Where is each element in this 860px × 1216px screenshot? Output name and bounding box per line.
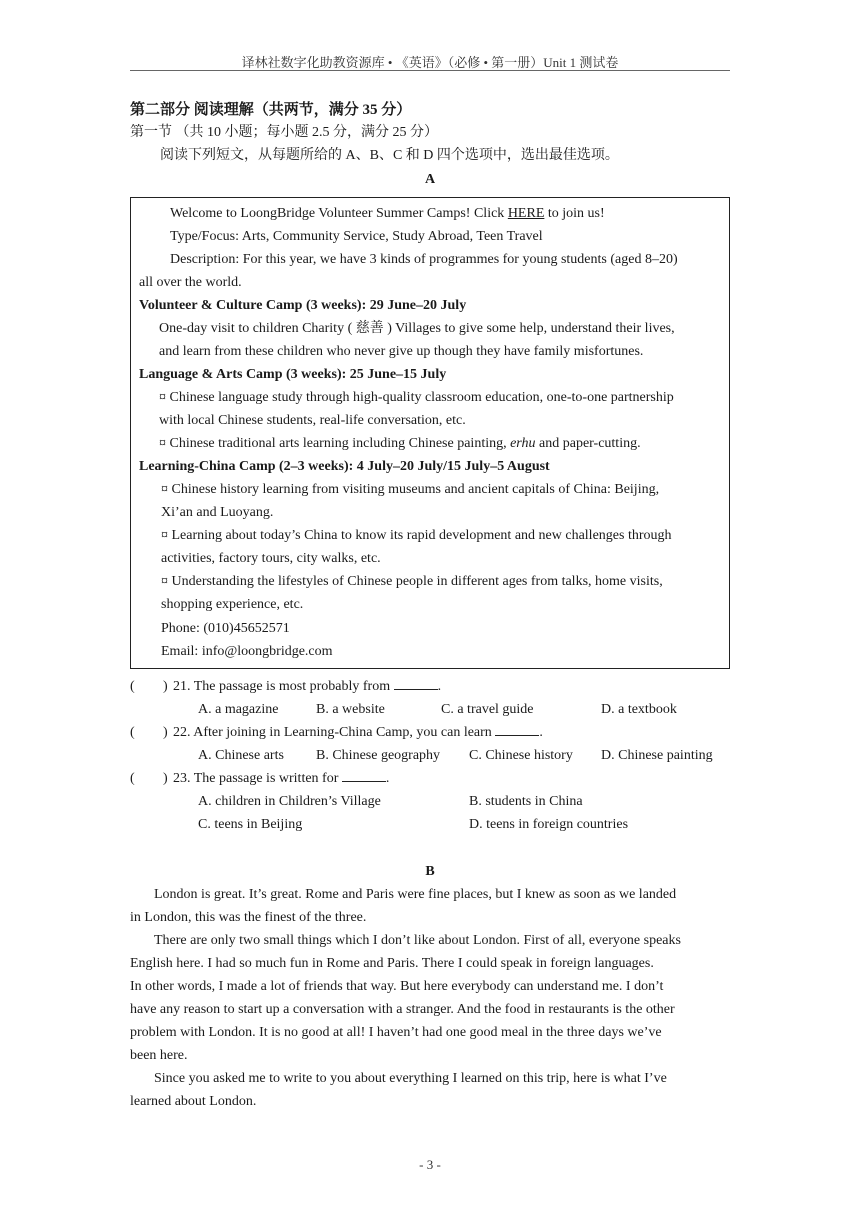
passage-b-line: have any reason to start up a conversation with a stranger. And the food in restaurants is the other bbox=[130, 1002, 675, 1017]
camp3-title: Learning-China Camp (2–3 weeks): 4 July–20 July/15 July–5 August bbox=[139, 459, 550, 474]
camp2-line-3 bbox=[159, 435, 641, 453]
passage-b-line: problem with London. It is no good at all! I haven’t had one good meal in the three days we’ve bbox=[130, 1025, 662, 1040]
passage-b-line: learned about London. bbox=[130, 1094, 257, 1109]
question-23-text: 23. The passage is written for bbox=[173, 771, 342, 786]
answer-paren-close: ) bbox=[163, 771, 168, 786]
option-23-d[interactable]: D. teens in foreign countries bbox=[469, 817, 629, 832]
camp1-title: Volunteer & Culture Camp (3 weeks): 29 June–20 July bbox=[139, 298, 467, 313]
option-21-b[interactable]: B. a website bbox=[316, 702, 385, 717]
question-22-end: . bbox=[539, 725, 543, 740]
camp3-line-1: ¤ Chinese history learning from visiting museums and ancient capitals of China: Beijing, bbox=[161, 482, 660, 497]
question-23-end: . bbox=[385, 771, 390, 786]
question-21-end: . bbox=[437, 679, 442, 694]
camp2-line-3-end: and paper-cutting. bbox=[535, 436, 641, 451]
description-line-2: all over the world. bbox=[139, 275, 242, 290]
option-22-a[interactable]: A. Chinese arts bbox=[198, 748, 284, 763]
camp2-line-1: ¤ Chinese language study through high-quality classroom education, one-to-one partnership bbox=[159, 390, 674, 405]
passage-b-line: London is great. It’s great. Rome and Paris were fine places, but I knew as soon as we landed bbox=[154, 887, 677, 902]
email-address: Email: info@loongbridge.com bbox=[161, 644, 333, 659]
welcome-text-end: to join us! bbox=[544, 206, 605, 221]
option-21-a[interactable]: A. a magazine bbox=[198, 702, 279, 717]
header-divider bbox=[130, 70, 730, 71]
camp3-line-6: shopping experience, etc. bbox=[161, 597, 304, 612]
option-21-d[interactable]: D. a textbook bbox=[601, 702, 677, 717]
welcome-line bbox=[170, 205, 605, 223]
option-23-c[interactable]: C. teens in Beijing bbox=[198, 817, 303, 832]
section-title: 第一节 （共 10 小题；每小题 2.5 分，满分 25 分） bbox=[130, 125, 438, 140]
question-22-stem bbox=[173, 724, 543, 742]
here-link[interactable]: HERE bbox=[507, 206, 545, 221]
camp3-line-4: activities, factory tours, city walks, etc. bbox=[161, 551, 381, 566]
option-23-b[interactable]: B. students in China bbox=[469, 794, 583, 809]
option-22-b[interactable]: B. Chinese geography bbox=[316, 748, 441, 763]
answer-blank bbox=[342, 781, 386, 782]
option-21-c[interactable]: C. a travel guide bbox=[441, 702, 534, 717]
type-focus: Type/Focus: Arts, Community Service, Study Abroad, Teen Travel bbox=[170, 229, 543, 244]
answer-paren-close: ) bbox=[163, 679, 168, 694]
answer-blank bbox=[495, 735, 539, 736]
passage-b-line: In other words, I made a lot of friends that way. But here everybody can understand me. I don’t bbox=[130, 979, 664, 994]
camp1-line-2: and learn from these children who never give up though they have family misfortunes. bbox=[159, 344, 644, 359]
camp3-line-3: ¤ Learning about today’s China to know its rapid development and new challenges through bbox=[161, 528, 672, 543]
part-title: 第二部分 阅读理解（共两节，满分 35 分） bbox=[130, 102, 412, 118]
camp3-line-5: ¤ Understanding the lifestyles of Chinese people in different ages from talks, home visits, bbox=[161, 574, 663, 589]
camp1-line-1: One-day visit to children Charity ( 慈善 ) Villages to give some help, understand their lives, bbox=[159, 321, 675, 336]
question-22-text: 22. After joining in Learning-China Camp, you can learn bbox=[173, 725, 496, 740]
description-line-1: Description: For this year, we have 3 kinds of programmes for young students (aged 8–20) bbox=[170, 252, 678, 267]
passage-a-label: A bbox=[424, 172, 436, 187]
answer-paren-open: ( bbox=[130, 725, 135, 740]
answer-paren-close: ) bbox=[163, 725, 168, 740]
erhu-term: erhu bbox=[510, 436, 536, 451]
phone-number: Phone: (010)45652571 bbox=[161, 621, 290, 636]
camp2-line-2: with local Chinese students, real-life conversation, etc. bbox=[159, 413, 466, 428]
camp2-line-3-text: ¤ Chinese traditional arts learning including Chinese painting, bbox=[159, 436, 511, 451]
passage-b-line: Since you asked me to write to you about everything I learned on this trip, here is what I’ve bbox=[154, 1071, 667, 1086]
page-header: 译林社数字化助教资源库 • 《英语》（必修 • 第一册）Unit 1 测试卷 bbox=[241, 55, 619, 70]
passage-b-label: B bbox=[425, 864, 435, 879]
question-21-stem bbox=[173, 678, 441, 696]
passage-b-line: English here. I had so much fun in Rome and Paris. There I could speak in foreign languages. bbox=[130, 956, 654, 971]
camp2-title: Language & Arts Camp (3 weeks): 25 June–15 July bbox=[139, 367, 447, 382]
instruction-text: 阅读下列短文，从每题所给的 A、B、C 和 D 四个选项中，选出最佳选项。 bbox=[160, 148, 619, 163]
question-21-text: 21. The passage is most probably from bbox=[173, 679, 394, 694]
page-number: - 3 - bbox=[419, 1157, 441, 1172]
passage-b-line: been here. bbox=[130, 1048, 188, 1063]
passage-b-line: There are only two small things which I don’t like about London. First of all, everyone speaks bbox=[154, 933, 681, 948]
answer-paren-open: ( bbox=[130, 679, 135, 694]
option-22-c[interactable]: C. Chinese history bbox=[469, 748, 573, 763]
option-22-d[interactable]: D. Chinese painting bbox=[601, 748, 713, 763]
option-23-a[interactable]: A. children in Children’s Village bbox=[198, 794, 381, 809]
answer-blank bbox=[394, 689, 438, 690]
answer-paren-open: ( bbox=[130, 771, 135, 786]
welcome-text: Welcome to LoongBridge Volunteer Summer Camps! Click bbox=[170, 206, 508, 221]
passage-b-line: in London, this was the finest of the three. bbox=[130, 910, 367, 925]
question-23-stem bbox=[173, 770, 389, 788]
camp3-line-2: Xi’an and Luoyang. bbox=[161, 505, 274, 520]
